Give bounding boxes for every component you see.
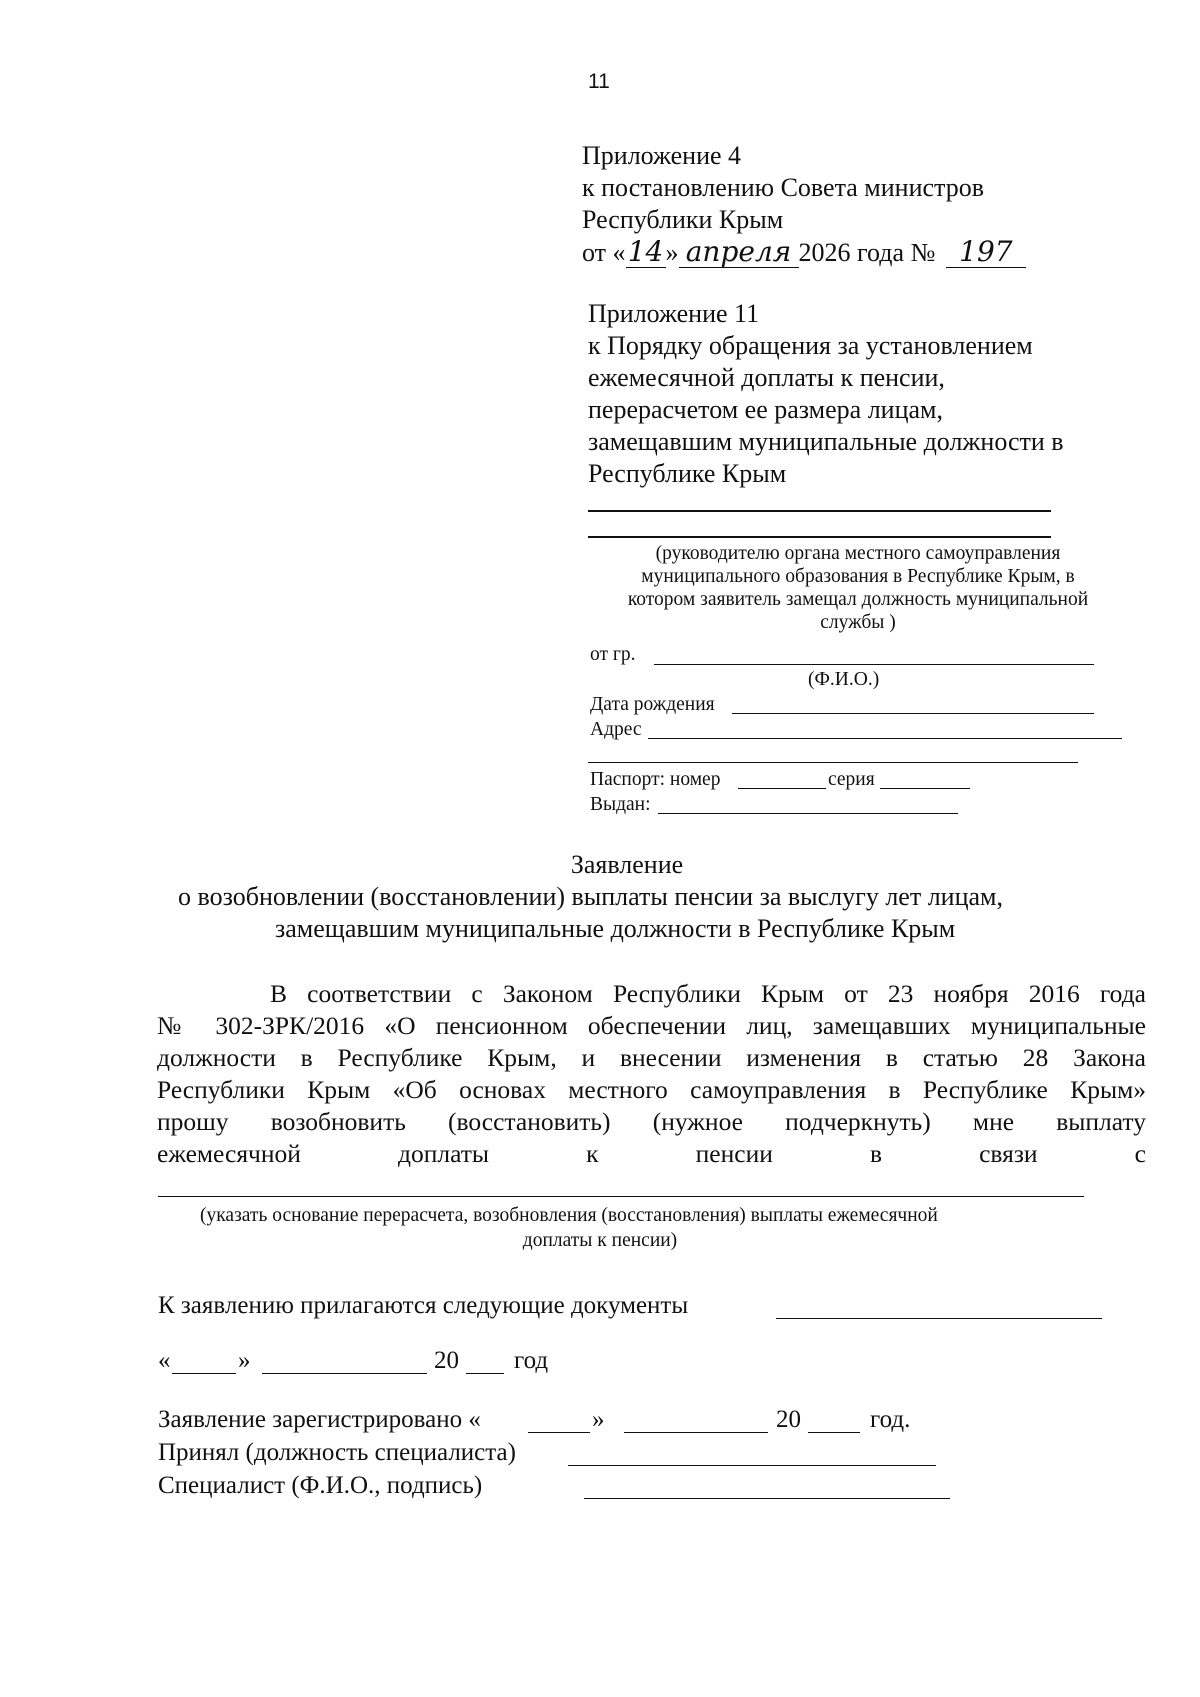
birth-date-field[interactable] [732,713,1094,714]
appendix-11-line3: ежемесячной доплаты к пенсии, [588,363,945,392]
registration-year-field[interactable] [808,1432,860,1433]
date-close-quote: » [238,1347,251,1374]
address-label: Адрес [590,719,642,740]
addressee-note-line4: службы ) [820,612,896,633]
date-open-quote: « [158,1347,171,1374]
passport-series-label: серия [828,769,875,790]
date-year-suffix: год [514,1347,549,1374]
attachments-label: К заявлению прилагаются следующие документы [158,1292,689,1319]
from-field[interactable] [654,664,1094,665]
passport-number-label: Паспорт: номер [590,769,721,790]
appendix-4-title: Приложение 4 [582,141,742,170]
appendix-11-line4: перерасчетом ее размера лицам, [588,395,943,424]
title-line1: Заявление [570,850,684,879]
address-field-1[interactable] [648,738,1122,739]
appendix-11-line6: Республике Крым [588,459,787,488]
appendix-4-date-line [582,236,1026,268]
date-year-prefix: 20 [434,1347,459,1374]
issued-label: Выдан: [590,794,651,815]
from-label: от гр. [590,644,636,665]
registration-month-field[interactable] [624,1432,768,1433]
addressee-line-2 [588,536,1051,538]
attachments-field[interactable] [776,1318,1102,1319]
date-prefix: от « [582,238,626,267]
registration-close-quote: » [592,1406,605,1433]
date-suffix: 2026 года № [798,238,936,267]
appendix-11-line5: замещавшим муниципальные должности в [588,427,1064,456]
birth-date-label: Дата рождения [590,694,715,715]
addressee-note [588,542,1128,634]
addressee-note-line3: котором заявитель замещал должность муниципальной [627,589,1089,610]
appendix-11-line2: к Порядку обращения за установлением [588,331,1033,360]
date-month-handwritten: апреля [679,236,799,268]
addressee-note-line1: (руководителю органа местного самоуправления [655,543,1061,564]
passport-series-field[interactable] [880,788,970,789]
appendix-4-line2: к постановлению Совета министров [582,173,984,202]
addressee-line-1 [588,510,1051,512]
reason-caption-line2: доплаты к пенсии) [522,1230,678,1251]
accepted-label: Принял (должность специалиста) [158,1439,516,1466]
date-mid: » [665,238,679,267]
address-field-2[interactable] [588,762,1078,763]
specialist-label: Специалист (Ф.И.О., подпись) [158,1472,483,1499]
reason-caption-line1: (указать основание перерасчета, возобновления (восстановления) выплаты ежемесячной [200,1205,938,1226]
page-number: 11 [588,70,610,93]
fio-caption: (Ф.И.О.) [808,669,880,690]
body-line1: В соответствии с Законом Республики Крым от 23 ноября 2016 года [270,979,1146,1008]
date-year-field[interactable] [466,1373,504,1374]
reason-field[interactable] [158,1196,1084,1197]
registration-day-field[interactable] [528,1432,590,1433]
body-line2: № 302-ЗРК/2016 «О пенсионном обеспечении лиц, замещавших муниципальные [157,1011,1146,1040]
body-line3: должности в Республике Крым, и внесении изменения в статью 28 Закона [157,1043,1146,1072]
date-day-handwritten: 14 [626,236,666,268]
title-line3: замещавшим муниципальные должности в Республике Крым [275,914,956,943]
specialist-field[interactable] [584,1498,950,1499]
addressee-note-line2: муниципального образования в Республике Крым, в [641,566,1075,587]
passport-number-field[interactable] [738,788,826,789]
decree-number-handwritten: 197 [946,236,1026,268]
date-day-field[interactable] [172,1373,236,1374]
appendix-4-line3: Республики Крым [582,205,784,234]
registration-label: Заявление зарегистрировано « [158,1406,481,1433]
body-line5: прошу возобновить (восстановить) (нужное подчеркнуть) мне выплату [157,1107,1146,1136]
issued-field[interactable] [658,813,958,814]
registration-year-prefix: 20 [776,1406,801,1433]
accepted-field[interactable] [568,1465,936,1466]
appendix-11-line1: Приложение 11 [588,299,760,328]
body-line6: ежемесячной доплаты к пенсии в связи с [157,1139,1146,1168]
registration-year-suffix: год. [870,1406,911,1433]
body-line4: Республики Крым «Об основах местного самоуправления в Республике Крым» [157,1075,1146,1104]
date-month-field[interactable] [262,1373,427,1374]
title-line2: о возобновлении (восстановлении) выплаты пенсии за выслугу лет лицам, [178,882,1003,911]
